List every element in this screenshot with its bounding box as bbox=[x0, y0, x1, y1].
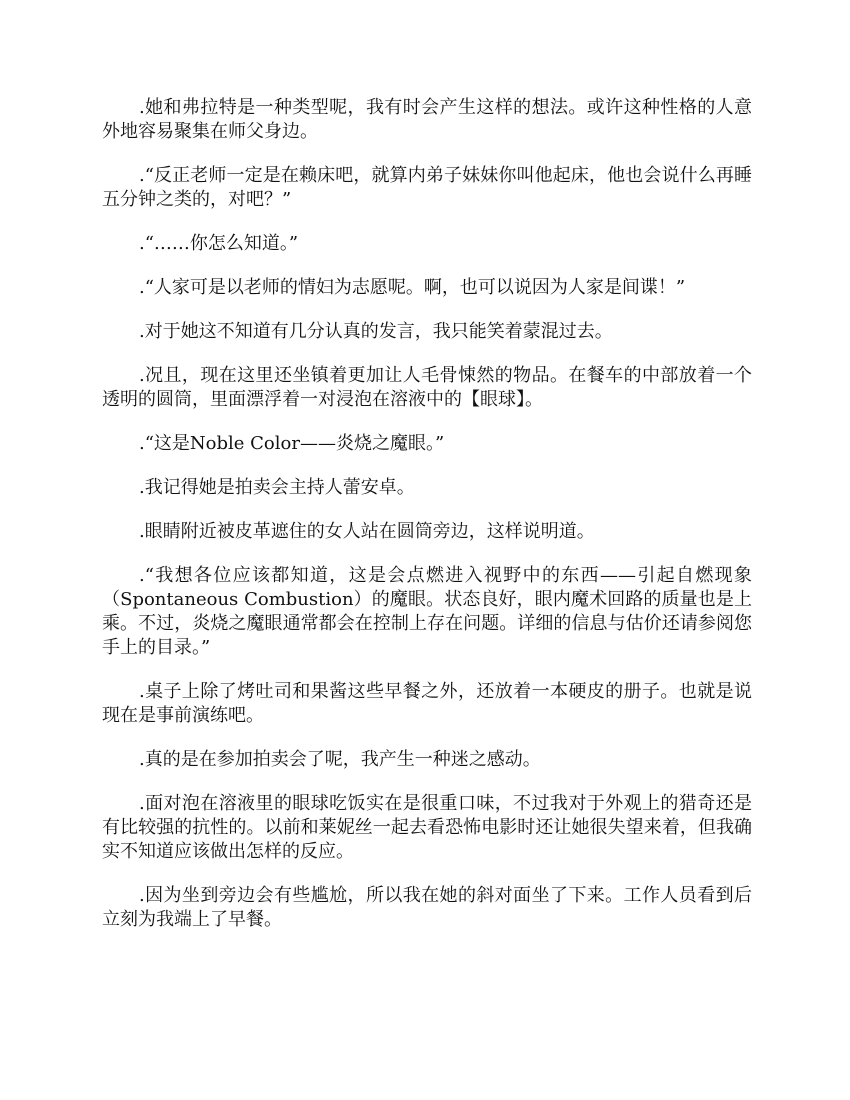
paragraph: .“这是Noble Color——炎烧之魔眼。” bbox=[139, 433, 445, 454]
paragraph: .眼睛附近被皮革遮住的女人站在圆筒旁边，这样说明道。 bbox=[139, 521, 595, 542]
paragraph: .我记得她是拍卖会主持人蕾安卓。 bbox=[139, 477, 415, 498]
paragraph: .“……你怎么知道。” bbox=[139, 233, 299, 254]
paragraph: .真的是在参加拍卖会了呢，我产生一种迷之感动。 bbox=[139, 749, 541, 770]
paragraph: .因为坐到旁边会有些尴尬，所以我在她的斜对面坐了下来。工作人员看到后立刻为我端上了早餐。 bbox=[102, 885, 752, 930]
paragraph: .况且，现在这里还坐镇着更加让人毛骨悚然的物品。在餐车的中部放着一个透明的圆筒，里面漂浮着一对浸泡在溶液中的【眼球】。 bbox=[102, 365, 752, 410]
paragraph: .“反正老师一定是在赖床吧，就算内弟子妹妹你叫他起床，他也会说什么再睡五分钟之类的，对吧？” bbox=[102, 165, 752, 210]
body-text bbox=[102, 96, 752, 932]
paragraph: .面对泡在溶液里的眼球吃饭实在是很重口味，不过我对于外观上的猎奇还是有比较强的抗性的。以前和莱妮丝一起去看恐怖电影时还让她很失望来着，但我确实不知道应该做出怎样的反应。 bbox=[102, 793, 752, 862]
paragraph: .对于她这不知道有几分认真的发言，我只能笑着蒙混过去。 bbox=[139, 321, 613, 342]
paragraph: .她和弗拉特是一种类型呢，我有时会产生这样的想法。或许这种性格的人意外地容易聚集在师父身边。 bbox=[102, 97, 752, 142]
paragraph: .“我想各位应该都知道，这是会点燃进入视野中的东西——引起自燃现象（Spontaneous Combustion）的魔眼。状态良好，眼内魔术回路的质量也是上乘。不过，炎烧之魔眼通常都会在控制上存在问题。详细的信息与估价还请参阅您手上的目录。” bbox=[102, 565, 752, 658]
paragraph: .“人家可是以老师的情妇为志愿呢。啊，也可以说因为人家是间谍！” bbox=[139, 277, 686, 298]
paragraph: .桌子上除了烤吐司和果酱这些早餐之外，还放着一本硬皮的册子。也就是说现在是事前演练吧。 bbox=[102, 681, 752, 726]
